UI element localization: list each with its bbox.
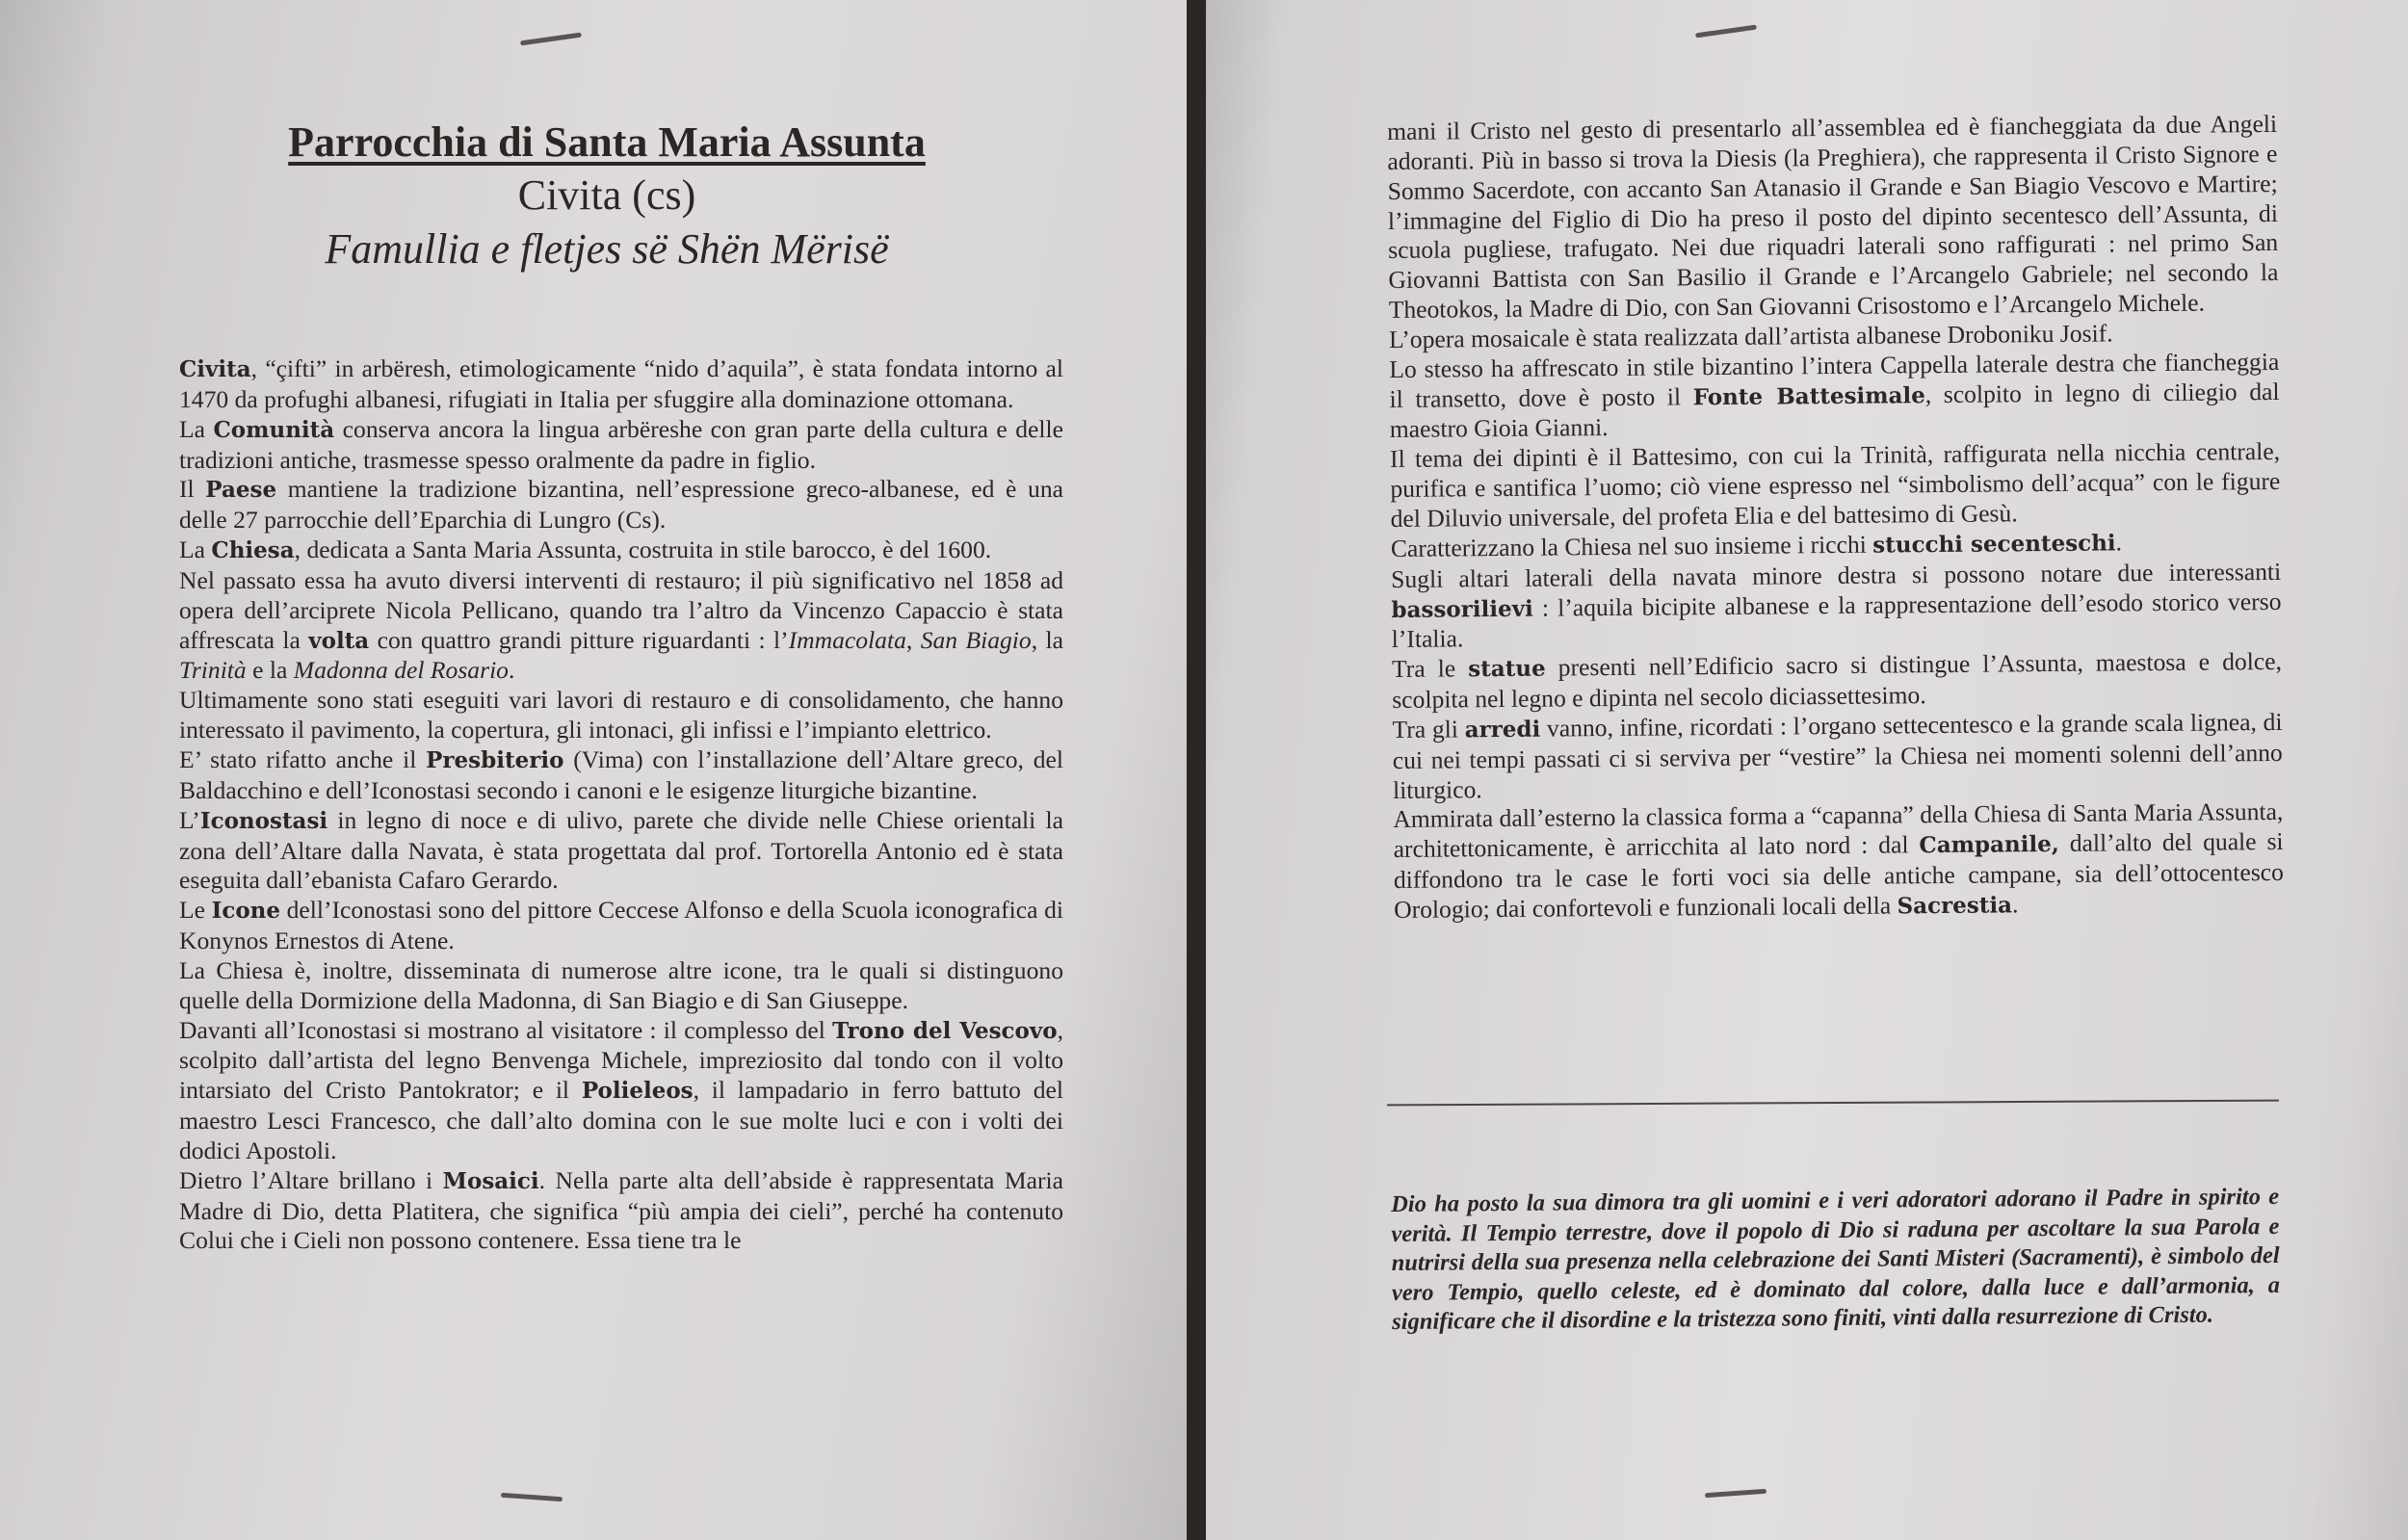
- paragraph: Dietro l’Altare brillano i Mosaici. Nella parte alta dell’abside è rappresentata Maria Madre di Dio, detta Platitera, che significa “più ampia dei cieli”, perché ha contenuto Colui che i Cieli non possono contenere. Essa tiene tra le: [179, 1165, 1063, 1255]
- right-body-text: [1387, 110, 2284, 927]
- staple-mark-top: [1695, 25, 1757, 39]
- page-title: Parrocchia di Santa Maria Assunta: [288, 118, 926, 166]
- staple-mark-bottom: [501, 1493, 563, 1501]
- paragraph: mani il Cristo nel gesto di presentarlo all’assemblea ed è fiancheggiata da due Angeli adoranti. Più in basso si trova la Diesis (la Preghiera), che rappresenta il Cristo Signore e Sommo Sacerdote, con accanto San Atanasio il Grande e San Biagio Vescovo e Martire; l’immagine del Figlio di Dio ha preso il posto del dipinto secentesco dell’Assunta, di scuola pugliese, trafugato. Nei due riquadri laterali sono raffigurati : nel primo San Giovanni Battista con San Basilio il Grande e l’Arcangelo Gabriele; nel secondo la Theotokos, la Madre di Dio, con San Giovanni Crisostomo e l’Arcangelo Michele.: [1387, 109, 2279, 325]
- paragraph: La Chiesa, dedicata a Santa Maria Assunta, costruita in stile barocco, è del 1600.: [179, 535, 992, 564]
- closing-quote: Dio ha posto la sua dimora tra gli uomini e i veri adoratori adorano il Padre in spirito e verità. Il Tempio terrestre, dove il popolo di Dio si raduna per ascoltare la sua Parola e nutrirsi della sua presenza nella celebrazione dei Santi Misteri (Sacramenti), è simbolo del vero Tempio, quello celeste, ed è dominato dal colore, dalla luce e dall’armonia, a significare che il disordine e la tristezza sono finiti, vinti dalla resurrezione di Cristo.: [1391, 1183, 2281, 1335]
- paragraph: Nel passato essa ha avuto diversi interventi di restauro; il più significativo nel 1858 ad opera dell’arciprete Nicola Pellicano, quando tra l’altro da Vincenzo Capaccio è stata affrescata la volta con quattro grandi pitture riguardanti : l’Immacolata, San Biagio, la Trinità e la Madonna del Rosario.: [179, 565, 1063, 685]
- paragraph: La Comunità conserva ancora la lingua arbëreshe con gran parte della cultura e delle tradizioni antiche, trasmesse spesso oralmente da padre in figlio.: [179, 414, 1063, 474]
- paragraph: Caratterizzano la Chiesa nel suo insieme i ricchi stucchi secenteschi.: [1390, 528, 2123, 562]
- paragraph: E’ stato rifatto anche il Presbiterio (Vima) con l’installazione dell’Altare greco, del Baldacchino e dell’Iconostasi secondo i canoni e le esigenze liturgiche bizantine.: [179, 744, 1063, 804]
- left-page: [0, 0, 1187, 1540]
- paragraph: Sugli altari laterali della navata minore destra si possono notare due interessanti bassorilievi : l’aquila bicipite albanese e la rappresentazione dell’esodo storico verso l’Italia.: [1391, 557, 2282, 654]
- paragraph: Il Paese mantiene la tradizione bizantina, nell’espressione greco-albanese, ed è una delle 27 parrocchie dell’Eparchia di Lungro (Cs).: [179, 475, 1063, 535]
- paragraph: Civita, “çifti” in arbëresh, etimologicamente “nido d’aquila”, è stata fondata intorno al 1470 da profughi albanesi, rifugiati in Italia per sfuggire alla dominazione ottomana.: [179, 354, 1063, 413]
- paragraph: L’opera mosaicale è stata realizzata dall’artista albanese Droboniku Josif.: [1388, 319, 2113, 353]
- paragraph: Ultimamente sono stati eseguiti vari lavori di restauro e di consolidamento, che hanno interessato il pavimento, la copertura, gli intonaci, gli infissi e l’impianto elettrico.: [179, 686, 1063, 744]
- paragraph: Tra le statue presenti nell’Edificio sacro si distingue l’Assunta, maestosa e dolce, scolpita nel legno e dipinta nel secolo diciassettesimo.: [1391, 647, 2283, 715]
- paragraph: Lo stesso ha affrescato in stile bizantino l’intera Cappella laterale destra che fiancheggia il transetto, dove è posto il Fonte Battesimale, scolpito in legno di ciliegio dal maestro Gioia Gianni.: [1389, 347, 2280, 444]
- page-subtitle: Civita (cs): [517, 171, 696, 219]
- header-block: [173, 116, 1040, 277]
- paragraph: Tra gli arredi vanno, infine, ricordati : l’organo settecentesco e la grande scala lignea, di cui nei tempi passati ci si serviva per “vestire” la Chiesa nei momenti solenni dell’anno liturgico.: [1392, 707, 2283, 804]
- staple-mark-top: [520, 33, 582, 46]
- paragraph: Le Icone dell’Iconostasi sono del pittore Ceccese Alfonso e della Scuola iconografica di Konynos Ernestos di Atene.: [179, 896, 1063, 955]
- page-subtitle-albanian: Famullia e fletjes së Shën Mërisë: [325, 225, 889, 273]
- paragraph: La Chiesa è, inoltre, disseminata di numerose altre icone, tra le quali si distinguono quelle della Dormizione della Madonna, di San Biagio e di San Giuseppe.: [179, 955, 1063, 1014]
- paragraph: L’Iconostasi in legno di noce e di ulivo, parete che divide nelle Chiese orientali la zona dell’Altare dalla Navata, è stata progettata dal prof. Tortorella Antonio ed è stata eseguita dall’ebanista Cafaro Gerardo.: [179, 805, 1063, 895]
- left-body-text: [179, 354, 1063, 1256]
- paragraph: Il tema dei dipinti è il Battesimo, con cui la Trinità, raffigurata nella nicchia centrale, purifica e santifica l’uomo; ciò viene espresso nel “simbolismo dell’acqua” con le figure del Diluvio universale, del profeta Elia e del battesimo di Gesù.: [1389, 437, 2281, 533]
- staple-mark-bottom: [1705, 1489, 1767, 1498]
- paragraph: Davanti all’Iconostasi si mostrano al visitatore : il complesso del Trono del Vescovo, scolpito dall’artista del legno Benvenga Michele, impreziosito dal tondo con il volto intarsiato del Cristo Pantokrator; e il Polieleos, il lampadario in ferro battuto del maestro Lesci Francesco, che dall’alto domina con le sue molte luci e con i volti dei dodici Apostoli.: [179, 1015, 1064, 1164]
- paragraph: Ammirata dall’esterno la classica forma a “capanna” della Chiesa di Santa Maria Assunta, architettonicamente, è arricchita al lato nord : dal Campanile, dall’alto del quale si diffondono tra le case le forti voci sia delle antiche campane, sia dell’ottocentesco Orologio; dai confortevoli e funzionali locali della Sacrestia.: [1393, 797, 2284, 924]
